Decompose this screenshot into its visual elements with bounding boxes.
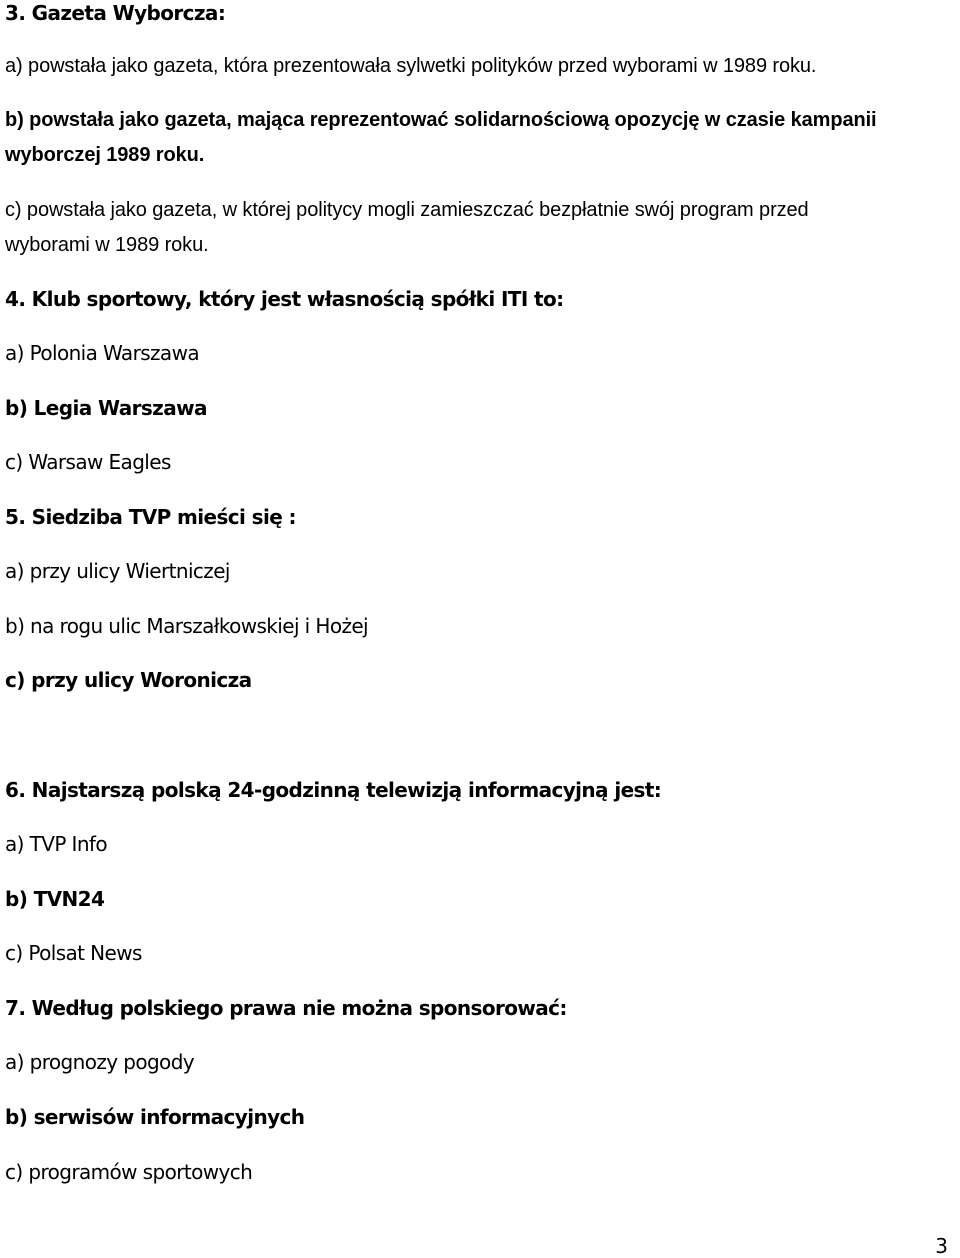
question-7-answer-b: b) serwisów informacyjnych bbox=[5, 1105, 305, 1129]
question-6-answer-c: c) Polsat News bbox=[5, 941, 142, 965]
question-4-answer-b: b) Legia Warszawa bbox=[5, 396, 207, 420]
question-6-answer-a: a) TVP Info bbox=[5, 832, 107, 856]
question-4-answer-a: a) Polonia Warszawa bbox=[5, 341, 200, 365]
question-7-answer-c: c) programów sportowych bbox=[5, 1160, 253, 1184]
question-3-title: 3. Gazeta Wyborcza: bbox=[5, 1, 226, 25]
question-5-answer-c: c) przy ulicy Woronicza bbox=[5, 668, 252, 692]
question-3-answer-c-line2: wyborami w 1989 roku. bbox=[5, 234, 209, 256]
question-6-title: 6. Najstarszą polską 24-godzinną telewizją informacyjną jest: bbox=[5, 778, 662, 802]
question-5-answer-a: a) przy ulicy Wiertniczej bbox=[5, 559, 230, 583]
question-3-answer-b-line2: wyborczej 1989 roku. bbox=[5, 144, 205, 166]
question-5-answer-b: b) na rogu ulic Marszałkowskiej i Hożej bbox=[5, 614, 369, 638]
question-3-answer-a: a) powstała jako gazeta, która prezentowała sylwetki polityków przed wyborami w 1989 roku. bbox=[5, 55, 817, 77]
question-3-answer-b-line1: b) powstała jako gazeta, mająca reprezentować solidarnościową opozycję w czasie kampanii bbox=[5, 109, 877, 131]
question-4-answer-c: c) Warsaw Eagles bbox=[5, 450, 171, 474]
question-5-title: 5. Siedziba TVP mieści się : bbox=[5, 505, 296, 529]
question-3-answer-c-line1: c) powstała jako gazeta, w której politycy mogli zamieszczać bezpłatnie swój program przed bbox=[5, 199, 809, 221]
question-4-title: 4. Klub sportowy, który jest własnością spółki ITI to: bbox=[5, 287, 564, 311]
question-7-answer-a: a) prognozy pogody bbox=[5, 1050, 195, 1074]
question-6-answer-b: b) TVN24 bbox=[5, 887, 105, 911]
question-7-title: 7. Według polskiego prawa nie można sponsorować: bbox=[5, 996, 567, 1020]
page-number: 3 bbox=[935, 1234, 948, 1258]
